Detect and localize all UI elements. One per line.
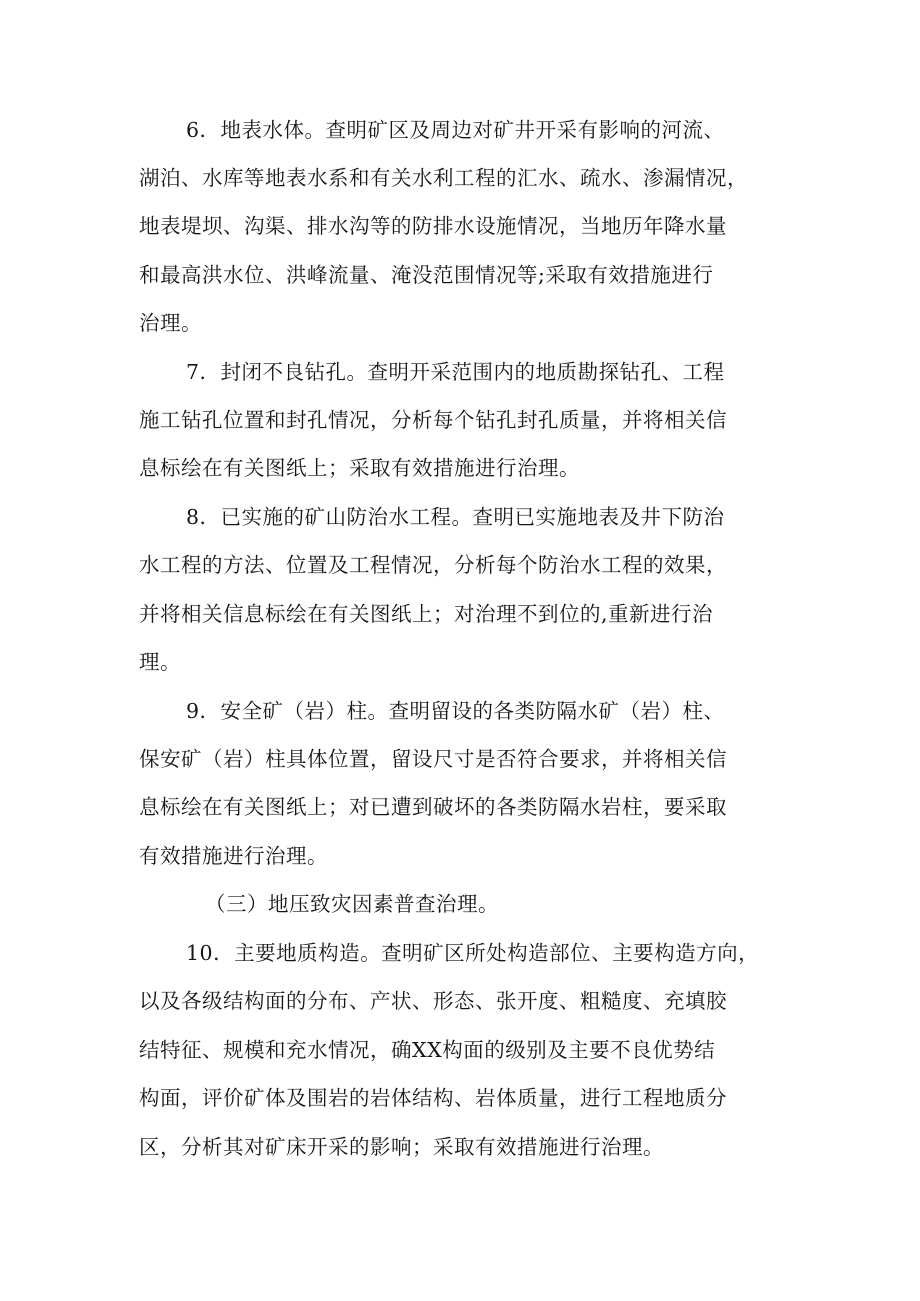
paragraph-6-line-1: 6．地表水体。查明矿区及周边对矿井开采有影响的河流、 — [186, 118, 725, 142]
paragraph-8-line-2: 水工程的方法、位置及工程情况，分析每个防治水工程的效果， — [139, 553, 727, 577]
paragraph-10-line-3: 结特征、规模和充水情况，确XX构面的级别及主要不良优势结 — [139, 1038, 716, 1062]
paragraph-7-line-3: 息标绘在有关图纸上；采取有效措施进行治理。 — [139, 456, 580, 480]
paragraph-10-line-2: 以及各级结构面的分布、产状、形态、张开度、粗糙度、充填胶 — [139, 989, 727, 1013]
paragraph-9-line-4: 有效措施进行治理。 — [139, 844, 328, 868]
paragraph-9-line-1: 9．安全矿（岩）柱。查明留设的各类防隔水矿（岩）柱、 — [186, 699, 725, 723]
paragraph-10-line-4: 构面，评价矿体及围岩的岩体结构、岩体质量，进行工程地质分 — [139, 1086, 727, 1110]
paragraph-9-line-2: 保安矿（岩）柱具体位置，留设尺寸是否符合要求，并将相关信 — [139, 747, 727, 771]
paragraph-8-line-1: 8．已实施的矿山防治水工程。查明已实施地表及井下防治 — [186, 505, 725, 529]
paragraph-6-line-3: 地表堤坝、沟渠、排水沟等的防排水设施情况，当地历年降水量 — [139, 214, 727, 238]
paragraph-9-line-3: 息标绘在有关图纸上；对已遭到破坏的各类防隔水岩柱，要采取 — [139, 795, 727, 819]
paragraph-7-line-1: 7．封闭不良钻孔。查明开采范围内的地质勘探钻孔、工程 — [186, 360, 725, 384]
section-heading: （三）地压致灾因素普查治理。 — [205, 892, 499, 916]
paragraph-6-line-5: 治理。 — [139, 311, 202, 335]
paragraph-10-line-5: 区，分析其对矿床开采的影响；采取有效措施进行治理。 — [139, 1135, 664, 1159]
paragraph-7-line-2: 施工钻孔位置和封孔情况，分析每个钻孔封孔质量，并将相关信 — [139, 408, 727, 432]
paragraph-8-line-4: 理。 — [139, 650, 181, 674]
paragraph-8-line-3: 并将相关信息标绘在有关图纸上；对治理不到位的,重新进行治 — [139, 602, 714, 626]
paragraph-6-line-4: 和最高洪水位、洪峰流量、淹没范围情况等;采取有效措施进行 — [139, 263, 714, 287]
paragraph-6-line-2: 湖泊、水库等地表水系和有关水利工程的汇水、疏水、渗漏情况， — [139, 166, 748, 190]
paragraph-10-line-1: 10．主要地质构造。查明矿区所处构造部位、主要构造方向， — [186, 941, 760, 965]
